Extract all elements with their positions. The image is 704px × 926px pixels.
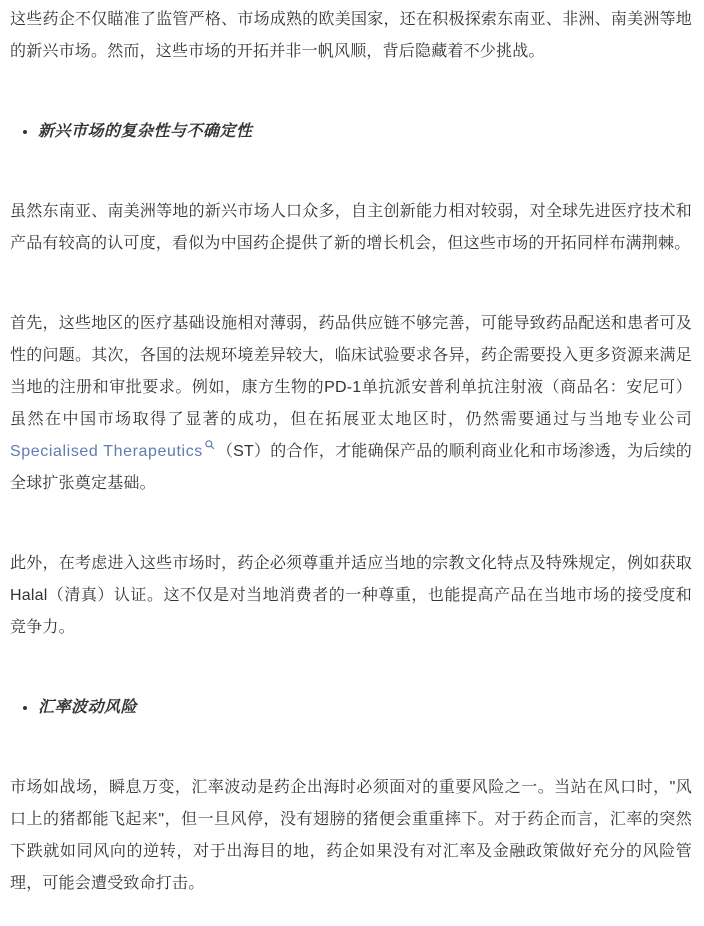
entity-link-specialised-therapeutics[interactable] [10,443,217,460]
bullet-heading-text: 汇率波动风险 [38,699,138,716]
entity-link-label: Specialised Therapeutics [10,443,203,460]
paragraph-intro: 这些药企不仅瞄准了监管严格、市场成熟的欧美国家，还在积极探索东南亚、非洲、南美洲等地的新兴市场。然而，这些市场的开拓并非一帆风顺，背后隐藏着不少挑战。 [10,11,692,60]
bullet-heading-text: 新兴市场的复杂性与不确定性 [38,123,253,140]
paragraph-market-challenges [10,308,692,500]
paragraph-emerging-markets-overview: 虽然东南亚、南美洲等地的新兴市场人口众多，自主创新能力相对较弱，对全球先进医疗技术和产品有较高的认可度，看似为中国药企提供了新的增长机会，但这些市场的开拓同样布满荆棘。 [10,203,692,252]
bullet-heading-exchange-rate [38,692,692,724]
paragraph-religious-culture: 此外，在考虑进入这些市场时，药企必须尊重并适应当地的宗教文化特点及特殊规定，例如获取Halal（清真）认证。这不仅是对当地消费者的一种尊重，也能提高产品在当地市场的接受度和竞争力。 [10,555,692,636]
bullet-heading-emerging-markets [38,116,692,148]
paragraph-text-after-link: （ST）的合作，才能确保产品的顺利商业化和市场渗透，为后续的全球扩张奠定基础。 [10,443,692,492]
paragraph-exchange-rate-risk: 市场如战场，瞬息万变，汇率波动是药企出海时必须面对的重要风险之一。当站在风口时，"风口上的猪都能飞起来"，但一旦风停，没有翅膀的猪便会重重摔下。对于药企而言，汇率的突然下跌就如同风向的逆转，对于出海目的地，药企如果没有对汇率及金融政策做好充分的风险管理，可能会遭受致命打击。 [10,779,692,892]
paragraph-text-before-link: 首先，这些地区的医疗基础设施相对薄弱，药品供应链不够完善，可能导致药品配送和患者可及性的问题。其次，各国的法规环境差异较大，临床试验要求各异，药企需要投入更多资源来满足当地的注册和审批要求。例如，康方生物的PD-1单抗派安普利单抗注射液（商品名：安尼可）虽然在中国市场取得了显著的成功，但在拓展亚太地区时，仍然需要通过与当地专业公司 [10,315,692,428]
search-superscript-icon [204,439,215,450]
bullet-list-emerging-markets [10,116,692,148]
bullet-list-exchange-rate [10,692,692,724]
